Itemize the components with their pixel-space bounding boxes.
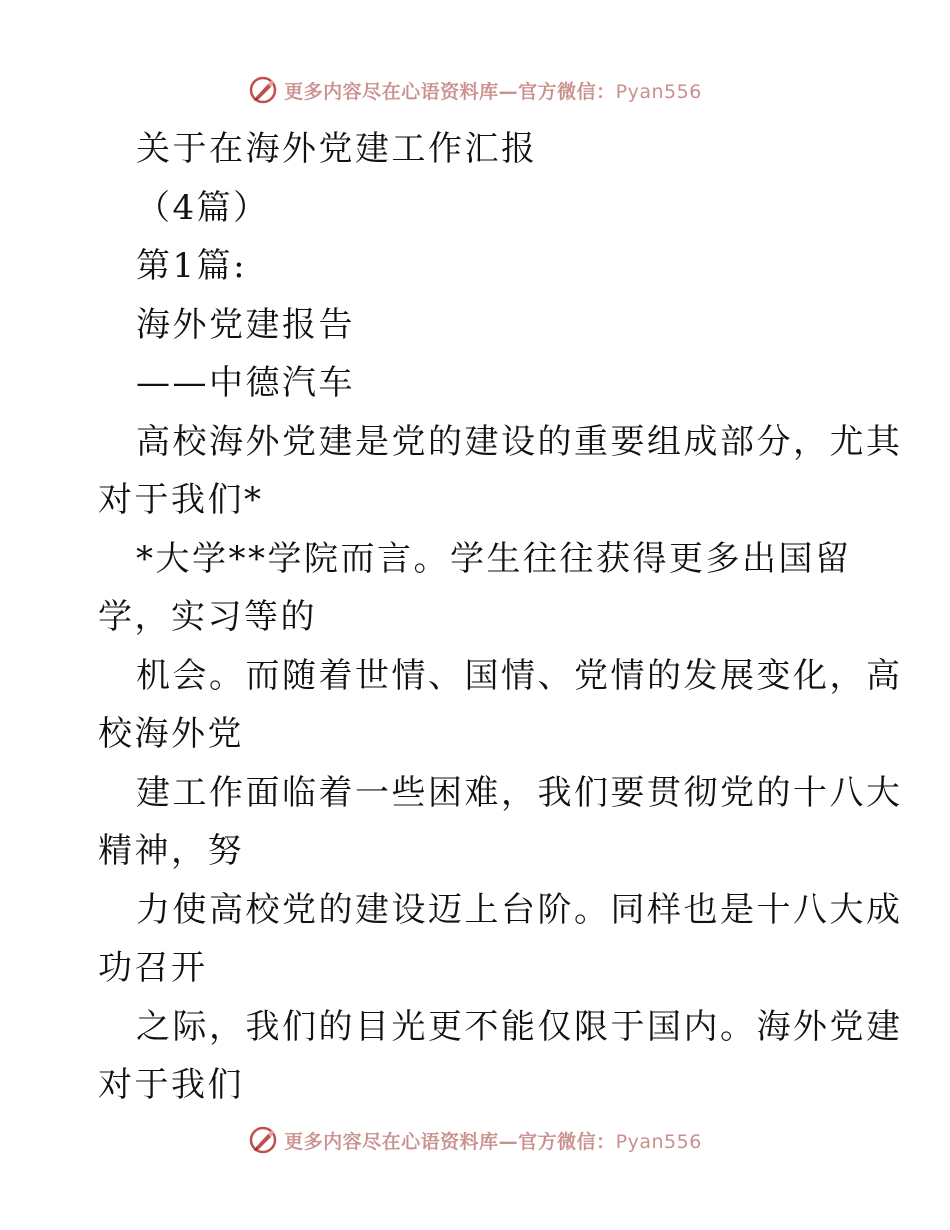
header-watermark <box>0 70 950 110</box>
text-line: （4篇） <box>136 187 270 228</box>
watermark-text: 更多内容尽在心语资料库—官方微信：Pyan556 <box>284 80 702 103</box>
text-line: 学，实习等的 <box>98 597 317 637</box>
text-line: *大学**学院而言。学生往往获得更多出国留 <box>136 538 852 579</box>
document-body <box>98 120 903 1115</box>
pen-logo-icon <box>248 1125 278 1155</box>
pen-logo-icon <box>248 75 278 105</box>
text-line: 机会。而随着世情、国情、党情的发展变化，高 <box>136 655 903 696</box>
text-line: 关于在海外党建工作汇报 <box>136 129 538 169</box>
footer-watermark <box>0 1120 950 1160</box>
watermark-text: 更多内容尽在心语资料库—官方微信：Pyan556 <box>284 1130 702 1153</box>
text-line: 海外党建报告 <box>136 304 355 345</box>
text-line: 高校海外党建是党的建设的重要组成部分，尤其 <box>136 421 903 462</box>
text-line: 对于我们* <box>98 480 264 520</box>
text-line: 之际，我们的目光更不能仅限于国内。海外党建 <box>136 1006 903 1047</box>
text-line: ——中德汽车 <box>136 363 355 403</box>
text-line: 第1篇: <box>136 246 248 286</box>
text-line: 功召开 <box>98 948 208 988</box>
text-line: 力使高校党的建设迈上台阶。同样也是十八大成 <box>136 889 903 930</box>
text-line: 建工作面临着一些困难，我们要贯彻党的十八大 <box>136 772 903 813</box>
text-line: 对于我们 <box>98 1065 244 1105</box>
text-line: 校海外党 <box>98 714 244 754</box>
text-line: 精神，努 <box>98 831 244 871</box>
